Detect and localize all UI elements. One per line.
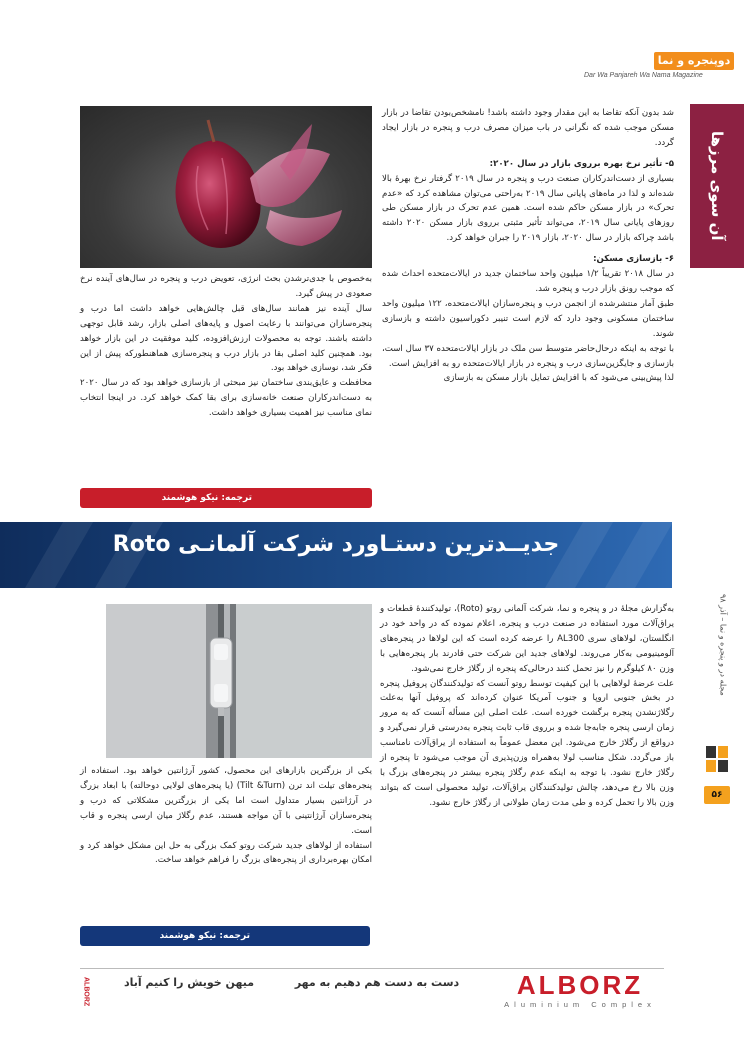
paragraph: با توجه به اینکه درحال‌حاضر متوسط سن ملک در بازار ایالات‌متحده ۳۷ سال است، بازسازی و جایگزین‌سازی درب و پنجره در بازار ایالات‌متحده رو به افزایش است. xyxy=(382,343,675,369)
article2-left-column xyxy=(80,764,372,924)
footer-vertical-text: ALBORZ xyxy=(82,977,90,1007)
paragraph: یکی از بزرگترین بازارهای این محصول، کشور آرژانتین خواهد بود. استفاده از پنجره‌های تیلت اند ترن (Tilt &Turn) (یا پنجره‌های لولایی دوحالته) با ابعاد بزرگ در آرژانتین بسیار متداول است اما یکی از بزرگترین مشکلاتی که درب و پنجره‌سازان آرژانتینی با آن مواجه هستند، عدم رگلاژ میان ارسی پنجره و قاب است. xyxy=(80,766,372,836)
section-heading: ۶- بازسازی مسکن: xyxy=(593,254,674,265)
magazine-logo-fa: دوپنجره و نما xyxy=(654,52,734,70)
onion-illustration xyxy=(80,106,372,268)
translator-credit-2: ترجمه: نیکو هوشمند xyxy=(80,926,370,946)
footer-slogan-left: میهن خویش را کنیم آباد xyxy=(123,976,255,989)
alborz-logo-word: ALBORZ xyxy=(516,970,644,1000)
paragraph: در سال ۲۰۱۸ تقریباً ۱/۲ میلیون واحد ساختمان جدید در ایالات‌متحده احداث شده که موجب رونق بازار درب و پنجره شد. xyxy=(382,269,674,294)
paragraph: بسیاری از دست‌اندرکاران صنعت درب و پنجره در سال ۲۰۱۹ گرفتار نرخ بهرهٔ بالا شده‌اند و لذا در ماه‌های پایانی سال ۲۰۱۹ به‌راحتی می‌توان مشاهده کرد که «عدم تحرک» در بازار مسکن حاکم شده است. همین عدم تحرک در بازار مسکن طی روزهای پایانی سال ۲۰۱۹، می‌تواند تأثیر مثبتی برروی بازار مسکن ۲۰۲۰ داشته باشد چراکه بازار در سال ۲۰۲۰، بازار ۲۰۱۹ را جبران خواهد کرد. xyxy=(382,173,675,244)
window-logo-icon xyxy=(704,744,730,778)
section-tab-label: آن سوی مرزها xyxy=(708,131,726,241)
article2-title-banner xyxy=(0,522,672,588)
magazine-issue-label xyxy=(716,560,730,730)
paragraph: علت عرضهٔ لولاهایی با این کیفیت توسط روتو آنست که تولیدکنندگان پروفیل پنجره در بخش جنوبی اروپا و جنوب آمریکا عنوان کرده‌اند که پروفیل آنها به‌علت رگلاژنشدن پنجره برگشت خورده است. علت اصلی این مسأله آنست که به مرور زمان ارسی پنجره جابه‌جا شده و برروی قاب ثابت پنجره به‌درستی قرار نمی‌گیرد و درواقع از رگلاژ خارج می‌شود. این معضل عموماً به استفاده از یراق‌آلات نامناسب باز می‌گردد. شکل مناسب لولا به‌همراه وزن‌پذیری آن موجب می‌شود تا پنجره از رگلاژ خارج نشود. با توجه به اینکه عدم رگلاژ پنجره بیشتر در پنجره‌های بزرگ با وزن بالا رخ می‌دهد، چالش تولیدکنندگان یراق‌آلات، تولید محصولی است که بتواند وزن بالا را تحمل کرده و طی مدت زمان طولانی از رگلاژ خارج نشود. xyxy=(380,678,674,808)
magazine-issue-text: مجله در و پنجره و نما – آذر ۹۸ xyxy=(718,594,728,696)
paragraph: به‌خصوص با جدی‌ترشدن بحث انرژی، تعویض درب و پنجره در سال‌های آینده نرخ صعودی در پیش گیرد. xyxy=(80,274,372,299)
alborz-logo-sub: Aluminium Complex xyxy=(504,1000,656,1009)
article1-right-column xyxy=(382,106,674,510)
section-tab xyxy=(690,104,744,268)
translator-credit-1: ترجمه: نیکو هوشمند xyxy=(80,488,372,508)
onion-photo xyxy=(80,106,372,268)
paragraph: به‌گزارش مجلهٔ در و پنجره و نما، شرکت آلمانی روتو (Roto)، تولیدکنندهٔ قطعات و یراق‌آلات مورد استفاده در صنعت درب و پنجره، اعلام نموده که در واحد خود در انگلستان، لولاهای سری AL300 را عرضه کرده است که این لولاها در پنجره‌های آلومینیومی به‌کار می‌روند. لولاهای جدید این شرکت حتی قادرند بار پنجره‌هایی با وزن ۸۰ کیلوگرم را نیز تحمل کنند درحالی‌که پنجره از رگلاژ خارج نمی‌شود. xyxy=(380,604,674,674)
footer-vertical-mark xyxy=(80,968,92,1016)
magazine-logo xyxy=(584,52,734,82)
magazine-logo-en: Dar Wa Panjareh Wa Nama Magazine xyxy=(584,72,703,79)
paragraph: استفاده از لولاهای جدید شرکت روتو کمک بزرگی به حل این مشکل خواهد کرد و امکان بهره‌برداری از پنجره‌های بزرگ را فراهم خواهد ساخت. xyxy=(80,840,372,866)
footer-slogan-right: دست به دست هم دهیم به مهر xyxy=(294,976,460,989)
paragraph: سال آینده نیز همانند سال‌های قبل چالش‌هایی خواهد داشت اما درب و پنجره‌سازان می‌توانند با رعایت اصول و پایه‌های اصلی بازار، رشد قابل توجهی داشته باشند. توجه به محصولات ارزش‌افزوده، کلید موفقیت در این بازار خواهد بود. همچنین کلید اصلی بقا در بازار درب و پنجره‌سازی هماهنطورکه پیش از این فکر شد، نوسازی خواهد بود. xyxy=(80,303,372,374)
hinge-illustration xyxy=(106,604,372,758)
alborz-logo xyxy=(496,972,664,1012)
paragraph: شد بدون آنکه تقاضا به این مقدار وجود داشته باشد! نامشخص‌بودن تقاضا در بازار مسکن موجب شده که نگرانی در باب میزان مصرف درب و پنجره در بازار ایجاد گردد. xyxy=(382,108,674,148)
window-hinge-photo xyxy=(106,604,372,758)
section-heading: ۵- تأثیر نرخ بهره برروی بازار در سال ۲۰۲۰: xyxy=(489,158,674,169)
article2-title: جدیــدترین دستـاورد شرکت آلمانـی Roto xyxy=(112,532,560,557)
article1-left-column xyxy=(80,272,372,486)
paragraph: محافظت و عایق‌بندی ساختمان نیز مبحثی از بازسازی خواهد بود که در سال ۲۰۲۰ به دست‌اندرکاران صنعت خانه‌سازی برای بقا کمک خواهد کرد. در اینجا انتخاب نمای مناسب نیز اهمیت بسیاری خواهد داشت. xyxy=(80,378,372,419)
article2-right-column xyxy=(380,602,674,948)
page-number: ۵۶ xyxy=(704,786,730,804)
paragraph: لذا پیش‌بینی می‌شود که با افزایش تمایل بازار مسکن به بازسازی xyxy=(443,373,674,384)
paragraph: طبق آمار منتشرشده از انجمن درب و پنجره‌سازان ایالات‌متحده، ۱۲۲ میلیون واحد ساختمان مسکونی وجود دارد که لازم است تنیبر دکوراسیون داشته و بازسازی شوند. xyxy=(382,298,674,339)
footer-divider xyxy=(80,968,664,969)
